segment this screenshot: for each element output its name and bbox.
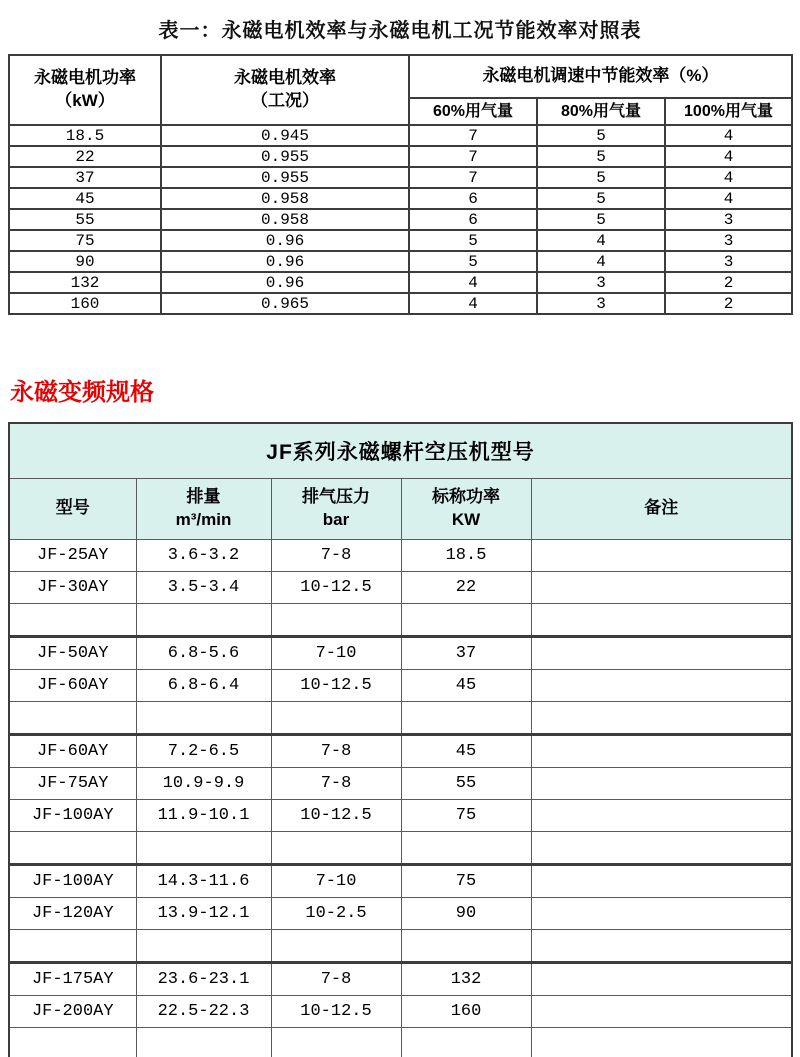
table-row [9,188,792,209]
model-cell: JF-60AY [9,734,136,767]
table-cell: 7-10 [271,636,401,669]
table-cell [9,1027,136,1057]
remarks-cell [531,897,792,929]
table-cell: 37 [9,167,161,188]
table-row [9,995,792,1027]
table-cell: 5 [537,188,665,209]
remarks-cell [531,539,792,571]
table-cell [271,701,401,734]
table-cell: 4 [537,230,665,251]
remarks-cell [531,636,792,669]
column-header-power [9,55,161,125]
table-cell: 10-2.5 [271,897,401,929]
table-cell: 0.945 [161,125,409,146]
table-cell: 10-12.5 [271,669,401,701]
table1-header-row [9,55,792,98]
partial-row [9,1027,792,1057]
model-cell: JF-120AY [9,897,136,929]
document-page [0,14,800,1057]
table-cell: 3 [665,251,792,272]
table-cell: 0.958 [161,188,409,209]
table-cell [271,603,401,636]
table-cell [136,1027,271,1057]
table-cell [401,831,531,864]
table-cell: 7 [409,167,537,188]
table-cell: 0.96 [161,251,409,272]
table-cell: 75 [401,799,531,831]
table-cell: 10-12.5 [271,571,401,603]
table-cell: 7 [409,125,537,146]
table-cell: 0.96 [161,272,409,293]
table-row [9,767,792,799]
table-row [9,125,792,146]
table-cell: 6.8-6.4 [136,669,271,701]
table-row [9,539,792,571]
table-cell [136,929,271,962]
header-line1: 排气压力 [302,486,370,506]
table2-title-row [9,423,792,479]
table-cell [271,1027,401,1057]
table-cell: 5 [409,230,537,251]
column-header-rated-power [401,478,531,539]
table-cell [531,831,792,864]
table-cell [9,831,136,864]
table-row [9,251,792,272]
model-cell: JF-30AY [9,571,136,603]
table-cell: 0.958 [161,209,409,230]
table-cell: 5 [537,167,665,188]
header-line1: 排量 [186,486,221,506]
table-cell [9,929,136,962]
empty-row [9,929,792,962]
table2-title: JF系列永磁螺杆空压机型号 [9,423,792,479]
table-cell [531,603,792,636]
table-cell [401,1027,531,1057]
table-cell: 22.5-22.3 [136,995,271,1027]
table-cell: 14.3-11.6 [136,864,271,897]
table-cell: 75 [9,230,161,251]
remarks-cell [531,734,792,767]
model-cell: JF-175AY [9,962,136,995]
header-line1: 型号 [55,498,90,518]
table-cell: 3 [665,230,792,251]
table-cell: 7.2-6.5 [136,734,271,767]
remarks-cell [531,799,792,831]
table-cell: 23.6-23.1 [136,962,271,995]
table-cell: 4 [665,167,792,188]
table-cell: 3 [665,209,792,230]
table-cell: 0.965 [161,293,409,314]
table-cell [271,831,401,864]
header-line1: 备注 [644,498,679,518]
table-cell: 22 [9,146,161,167]
column-header-remarks [531,478,792,539]
model-cell: JF-100AY [9,864,136,897]
table-cell: 160 [9,293,161,314]
column-header-efficiency [161,55,409,125]
column-header-pressure [271,478,401,539]
table-cell: 7-8 [271,539,401,571]
table-cell: 7-10 [271,864,401,897]
table-cell: 10-12.5 [271,995,401,1027]
table-cell: 10-12.5 [271,799,401,831]
table-cell: 7-8 [271,767,401,799]
table-cell: 0.955 [161,146,409,167]
table-row [9,962,792,995]
header-line1: 标称功率 [432,486,500,506]
remarks-cell [531,571,792,603]
table-cell: 4 [409,272,537,293]
column-header-model [9,478,136,539]
compressor-model-table [8,422,793,1057]
empty-row [9,831,792,864]
table-row [9,230,792,251]
table-row [9,864,792,897]
table-cell: 22 [401,571,531,603]
table-cell: 4 [665,125,792,146]
table-cell: 75 [401,864,531,897]
table1-title: 表一：永磁电机效率与永磁电机工况节能效率对照表 [158,20,642,42]
header-line1: 永磁电机效率 [234,68,336,88]
table-cell: 6 [409,188,537,209]
column-header-60pct: 60%用气量 [409,98,537,125]
table-cell: 7 [409,146,537,167]
section-heading: 永磁变频规格 [10,379,154,406]
table-cell [9,701,136,734]
header-unit: m³/min [175,509,232,529]
table-cell: 2 [665,293,792,314]
table-cell: 18.5 [9,125,161,146]
table-cell: 7-8 [271,734,401,767]
table-cell: 45 [401,669,531,701]
table-cell: 0.955 [161,167,409,188]
table-cell: 160 [401,995,531,1027]
column-header-100pct: 100%用气量 [665,98,792,125]
model-cell: JF-100AY [9,799,136,831]
table-cell: 37 [401,636,531,669]
table-cell [136,701,271,734]
table-cell: 2 [665,272,792,293]
model-cell: JF-50AY [9,636,136,669]
table-cell: 4 [665,188,792,209]
empty-row [9,701,792,734]
table-cell [136,603,271,636]
table-cell: 5 [537,146,665,167]
empty-row [9,603,792,636]
model-cell: JF-200AY [9,995,136,1027]
table-cell [401,603,531,636]
table-cell: 10.9-9.9 [136,767,271,799]
table-cell [271,929,401,962]
table-cell: 3 [537,293,665,314]
table-row [9,209,792,230]
column-header-saving-group: 永磁电机调速中节能效率（%） [409,55,792,98]
table-cell: 6.8-5.6 [136,636,271,669]
table-row [9,669,792,701]
remarks-cell [531,669,792,701]
table-cell [9,603,136,636]
table-row [9,571,792,603]
table-cell [531,929,792,962]
table-cell: 5 [537,209,665,230]
table-cell: 55 [9,209,161,230]
table-cell [401,929,531,962]
table-row [9,799,792,831]
header-line2: （kW） [55,91,115,110]
table-cell [531,701,792,734]
table-cell [401,701,531,734]
model-cell: JF-60AY [9,669,136,701]
column-header-80pct: 80%用气量 [537,98,665,125]
remarks-cell [531,962,792,995]
column-header-displacement [136,478,271,539]
table-cell: 0.96 [161,230,409,251]
remarks-cell [531,995,792,1027]
table-cell: 4 [537,251,665,272]
table-cell [531,1027,792,1057]
header-line1: 永磁电机功率 [34,68,136,88]
model-cell: JF-25AY [9,539,136,571]
remarks-cell [531,864,792,897]
table-cell: 132 [401,962,531,995]
table-cell: 45 [401,734,531,767]
model-cell: JF-75AY [9,767,136,799]
table-cell: 6 [409,209,537,230]
header-line2: （工况） [251,91,319,110]
table-cell: 45 [9,188,161,209]
header-unit: KW [451,509,481,529]
table-cell: 5 [537,125,665,146]
table-row [9,897,792,929]
header-unit: bar [322,509,350,529]
table-cell: 55 [401,767,531,799]
table-cell: 3 [537,272,665,293]
table-cell: 3.6-3.2 [136,539,271,571]
remarks-cell [531,767,792,799]
table-row [9,636,792,669]
table-row [9,272,792,293]
table-row [9,146,792,167]
table-cell: 11.9-10.1 [136,799,271,831]
table-cell: 132 [9,272,161,293]
table-cell [136,831,271,864]
table-row [9,293,792,314]
table-cell: 5 [409,251,537,272]
table-row [9,734,792,767]
table-cell: 7-8 [271,962,401,995]
table-cell: 90 [401,897,531,929]
table-cell: 13.9-12.1 [136,897,271,929]
table-cell: 4 [665,146,792,167]
table-cell: 90 [9,251,161,272]
table-cell: 18.5 [401,539,531,571]
table-cell: 3.5-3.4 [136,571,271,603]
table2-header-row [9,478,792,539]
table-cell: 4 [409,293,537,314]
motor-efficiency-table [8,54,793,315]
table-row [9,167,792,188]
